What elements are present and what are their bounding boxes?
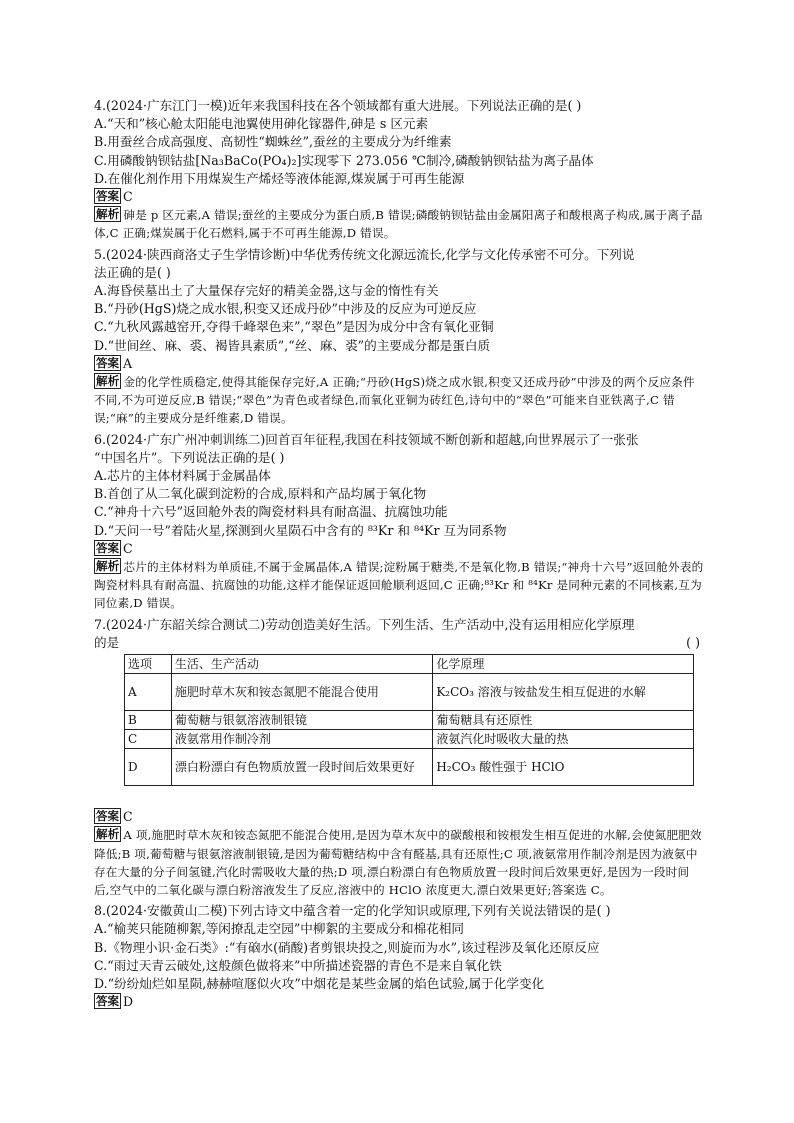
question-table bbox=[124, 654, 694, 786]
option-a: A.“榆荚只能随柳絮,等闲撩乱走空园”中柳絮的主要成分和棉花相同 bbox=[94, 921, 465, 937]
explanation-tag: 解析 bbox=[96, 207, 120, 222]
question-4 bbox=[94, 97, 704, 243]
question-stem: 4.(2024·广东江门一模)近年来我国科技在各个领域都有重大进展。下列说法正确的是( ) bbox=[94, 98, 582, 113]
explanation-row bbox=[94, 373, 704, 428]
explanation-tag: 解析 bbox=[96, 374, 120, 389]
table-cell: 施肥时草木灰和铵态氮肥不能混合使用 bbox=[171, 674, 433, 711]
option-d: D.“世间丝、麻、裘、褐皆具素质”,“丝、麻、裘”的主要成分都是蛋白质 bbox=[94, 337, 491, 353]
option-c: C.“神舟十六号”返回舱外表的陶瓷材料具有耐高温、抗腐蚀功能 bbox=[94, 504, 448, 520]
explanation-tag: 解析 bbox=[96, 827, 120, 842]
option-a: A.海昏侯墓出土了大量保存完好的精美金器,这与金的惰性有关 bbox=[94, 283, 439, 299]
answer-value: C bbox=[123, 540, 133, 556]
option-d: D.在催化剂作用下用煤炭生产烯烃等液体能源,煤炭属于可再生能源 bbox=[94, 170, 465, 186]
table-cell: 葡萄糖具有还原性 bbox=[433, 711, 694, 730]
option-c: C.“雨过天青云破处,这般颜色做将来”中所描述瓷器的青色不是来自氧化铁 bbox=[94, 957, 502, 973]
table-cell: 葡萄糖与银氨溶液制银镜 bbox=[171, 711, 433, 730]
table-row bbox=[125, 674, 694, 711]
option-d: D.“天问一号”着陆火星,探测到火星陨石中含有的 ⁸³Kr 和 ⁸⁴Kr 互为同系物 bbox=[94, 522, 507, 538]
table-cell: H₂CO₃ 酸性强于 HClO bbox=[433, 749, 694, 786]
answer-row bbox=[94, 993, 704, 1011]
answer-tag: 答案 bbox=[96, 189, 119, 204]
question-8 bbox=[94, 902, 704, 1011]
table-cell: B bbox=[125, 711, 172, 730]
table-cell: 漂白粉漂白有色物质放置一段时间后效果更好 bbox=[171, 749, 433, 786]
explanation-text: 砷是 p 区元素,A 错误;蚕丝的主要成分为蛋白质,B 错误;磷酸钠钡钴盐由金属阳离子和酸根离子构成,属于离子晶体,C 正确;煤炭属于化石燃料,属于不可再生能源,D 错误。 bbox=[94, 208, 703, 241]
explanation-row bbox=[94, 826, 704, 899]
answer-row bbox=[94, 808, 704, 826]
document-page bbox=[94, 97, 704, 1011]
question-stem: 8.(2024·安徽黄山二模)下列古诗文中蕴含着一定的化学知识或原理,下列有关说法错误的是( ) bbox=[94, 903, 611, 919]
table-cell: K₂CO₃ 溶液与铵盐发生相互促进的水解 bbox=[433, 674, 694, 711]
answer-value: D bbox=[123, 994, 134, 1010]
question-6 bbox=[94, 431, 704, 613]
question-stem: 6.(2024·广东广州冲刺训练二)回首百年征程,我国在科技领域不断创新和超越,向世界展示了一张张 bbox=[94, 431, 639, 447]
explanation-tag: 解析 bbox=[96, 559, 120, 574]
answer-row bbox=[94, 355, 704, 373]
table-cell: D bbox=[125, 749, 172, 786]
answer-tag: 答案 bbox=[96, 809, 119, 824]
table-cell: 液氨汽化时吸收大量的热 bbox=[433, 730, 694, 749]
question-stem: 5.(2024·陕西商洛丈子生学情诊断)中华优秀传统文化源远流长,化学与文化传承密不可分。下列说 bbox=[94, 246, 635, 262]
answer-tag: 答案 bbox=[96, 355, 119, 370]
table-cell: A bbox=[125, 674, 172, 711]
question-5 bbox=[94, 246, 704, 428]
option-d: D.“纷纷灿烂如星陨,赫赫喧豗似火攻”中烟花是某些金属的焰色试验,属于化学变化 bbox=[94, 975, 545, 991]
option-b: B.“丹砂(HgS)烧之成水银,积变又还成丹砂”中涉及的反应为可逆反应 bbox=[94, 301, 477, 317]
table-row bbox=[125, 711, 694, 730]
option-b: B.首创了从二氧化碳到淀粉的合成,原料和产品均属于氧化物 bbox=[94, 486, 427, 502]
explanation-row bbox=[94, 206, 704, 242]
answer-value: C bbox=[123, 809, 133, 825]
question-stem-cont: 法正确的是( ) bbox=[94, 264, 171, 280]
explanation-text: 芯片的主体材料为单质硅,不属于金属晶体,A 错误;淀粉属于糖类,不是氧化物,B 错误;“神舟十六号”返回舱外表的陶瓷材料具有耐高温、抗腐蚀的功能,这样才能保证返回舱顺利返回,C 正确;⁸³Kr 和 ⁸⁴Kr 是同种元素的不同核素,互为同位素,D 错误。 bbox=[94, 560, 704, 611]
option-a: A.芯片的主体材料属于金属晶体 bbox=[94, 468, 271, 484]
answer-tag: 答案 bbox=[96, 540, 119, 555]
answer-parentheses: ( ) bbox=[686, 634, 700, 650]
option-a: A.“天和”核心舱太阳能电池翼使用砷化镓器件,砷是 s 区元素 bbox=[94, 116, 429, 132]
question-stem-cont: “中国名片”。下列说法正确的是( ) bbox=[94, 449, 285, 465]
option-c: C.用磷酸钠钡钴盐[Na₃BaCo(PO₄)₂]实现零下 273.056 ℃制冷,磷酸钠钡钴盐为离子晶体 bbox=[94, 152, 594, 168]
table-cell: C bbox=[125, 730, 172, 749]
table-row bbox=[125, 730, 694, 749]
answer-row bbox=[94, 540, 704, 558]
question-stem-cont bbox=[94, 634, 704, 652]
table-header: 化学原理 bbox=[433, 655, 694, 674]
explanation-row bbox=[94, 558, 704, 613]
explanation-text: 金的化学性质稳定,使得其能保存完好,A 正确;“丹砂(HgS)烧之成水银,积变又还成丹砂”中涉及的两个反应条件不同,不为可逆反应,B 错误;“翠色”为青色或者绿色,而氧化亚铜为砖红色,诗句中的“翠色”可能来自亚铁离子,C 错误;“麻”的主要成分是纤维素,D 错误。 bbox=[94, 375, 695, 426]
answer-value: A bbox=[123, 355, 133, 371]
option-b: B.用蚕丝合成高强度、高韧性“蜘蛛丝”,蚕丝的主要成分为纤维素 bbox=[94, 134, 452, 150]
explanation-text: A 项,施肥时草木灰和铵态氮肥不能混合使用,是因为草木灰中的碳酸根和铵根发生相互促进的水解,会使氮肥肥效降低;B 项,葡萄糖与银氨溶液制银镜,是因为葡萄糖结构中含有醛基,具有还原性;C 项,液氨常用作制冷剂是因为液氨中存在大量的分子间氢键,汽化时需吸收大量的热;D 项,漂白粉漂白有色物质放置一段时间后效果更好,是因为一段时间后,空气中的二氧化碳与漂白粉溶液发生了反应,溶液中的 HClO 浓度更大,漂白效果更好;答案选 C。 bbox=[94, 828, 702, 897]
spacer bbox=[94, 792, 704, 808]
stem-text: 的是 bbox=[94, 634, 120, 650]
table-header: 选项 bbox=[125, 655, 172, 674]
option-c: C.“九秋风露越窑开,夺得千峰翠色来”,“翠色”是因为成分中含有氧化亚铜 bbox=[94, 319, 494, 335]
table-header: 生活、生产活动 bbox=[171, 655, 433, 674]
answer-tag: 答案 bbox=[96, 994, 119, 1009]
question-stem: 7.(2024·广东韶关综合测试二)劳动创造美好生活。下列生活、生产活动中,没有运用相应化学原理 bbox=[94, 616, 635, 632]
option-b: B.《物理小识·金石类》:“有硇水(硝酸)者剪银块投之,则旋而为水”,该过程涉及氧化还原反应 bbox=[94, 939, 600, 955]
answer-row bbox=[94, 188, 704, 206]
table-header-row bbox=[125, 655, 694, 674]
question-7 bbox=[94, 616, 704, 899]
table-cell: 液氨常用作制冷剂 bbox=[171, 730, 433, 749]
table-row bbox=[125, 749, 694, 786]
answer-value: C bbox=[123, 189, 133, 205]
